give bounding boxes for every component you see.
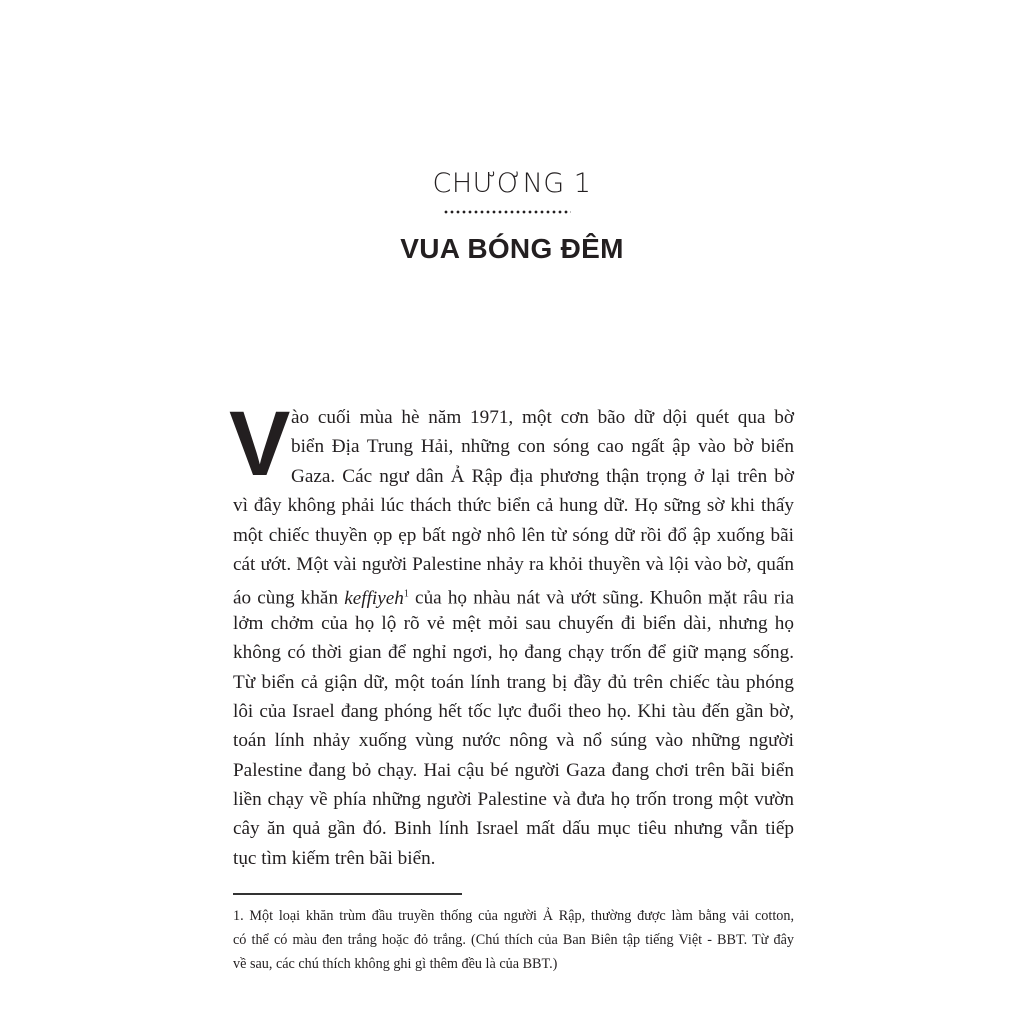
text-line: liền chạy về phía những người Palestine và đưa họ trốn trong một vườn [233, 789, 794, 811]
footnote-line: về sau, các chú thích không ghi gì thêm đều là của BBT.) [233, 956, 558, 972]
text-line: biển Địa Trung Hải, những con sóng cao ngất ập vào bờ biển [291, 436, 794, 458]
chapter-title: VUA BÓNG ĐÊM [400, 233, 624, 264]
text-line: tục tìm kiếm trên bãi biển. [233, 847, 436, 869]
footnote-ref[interactable]: 1 [403, 588, 409, 600]
footnote [233, 904, 794, 976]
text-line: vì đây không phải lúc thách thức biển cả hung dữ. Họ sững sờ khi thấy [233, 495, 794, 517]
text-line: Gaza. Các ngư dân Ả Rập địa phương thận trọng ở lại trên bờ [291, 465, 794, 487]
text-line: lởm chởm của họ lộ rõ vẻ mệt mỏi sau chuyến đi biển dài, nhưng họ [233, 612, 794, 634]
text-line: toán lính nhảy xuống vùng nước nông và nổ súng vào những người [233, 730, 794, 752]
text-line: Từ biển cả giận dữ, một toán lính trang bị đầy đủ trên chiếc tàu phóng [233, 671, 794, 693]
keffiyeh-term: keffiyeh [344, 587, 404, 609]
italic-term [344, 588, 409, 609]
body-text [229, 393, 795, 873]
text-line: một chiếc thuyền ọp ẹp bất ngờ nhô lên từ sóng dữ rồi đổ ập xuống bãi [233, 524, 794, 546]
footnote-line: 1. Một loại khăn trùm đầu truyền thống của người Ả Rập, thường được làm bằng vải cotton, [233, 908, 794, 924]
text-line: Palestine đang bỏ chạy. Hai cậu bé người Gaza đang chơi trên bãi biển [233, 759, 794, 781]
drop-cap: V [229, 393, 291, 495]
text-line: lôi của Israel đang phóng hết tốc lực đuổi theo họ. Khi tàu đến gần bờ, [233, 700, 794, 722]
dotted-divider [443, 210, 571, 214]
text-line [233, 579, 794, 608]
footnote-separator [233, 893, 462, 895]
text-fragment: áo cùng khăn [233, 587, 339, 609]
chapter-label: CHƯƠNG 1 [432, 168, 592, 199]
text-line: không có thời gian để nghỉ ngơi, họ đang chạy trốn để giữ mạng sống. [233, 642, 794, 664]
text-line: ào cuối mùa hè năm 1971, một cơn bão dữ dội quét qua bờ [291, 407, 794, 428]
text-line: cây ăn quả gần đó. Binh lính Israel mất dấu mục tiêu nhưng vẫn tiếp [233, 818, 794, 840]
footnote-line: có thể có màu đen trắng hoặc đỏ trắng. (Chú thích của Ban Biên tập tiếng Việt - BBT. Từ đây [233, 932, 794, 948]
text-fragment: của họ nhàu nát và ướt sũng. Khuôn mặt râu ria [415, 587, 795, 609]
text-line: cát ướt. Một vài người Palestine nhảy ra khỏi thuyền và lội vào bờ, quấn [233, 553, 794, 575]
